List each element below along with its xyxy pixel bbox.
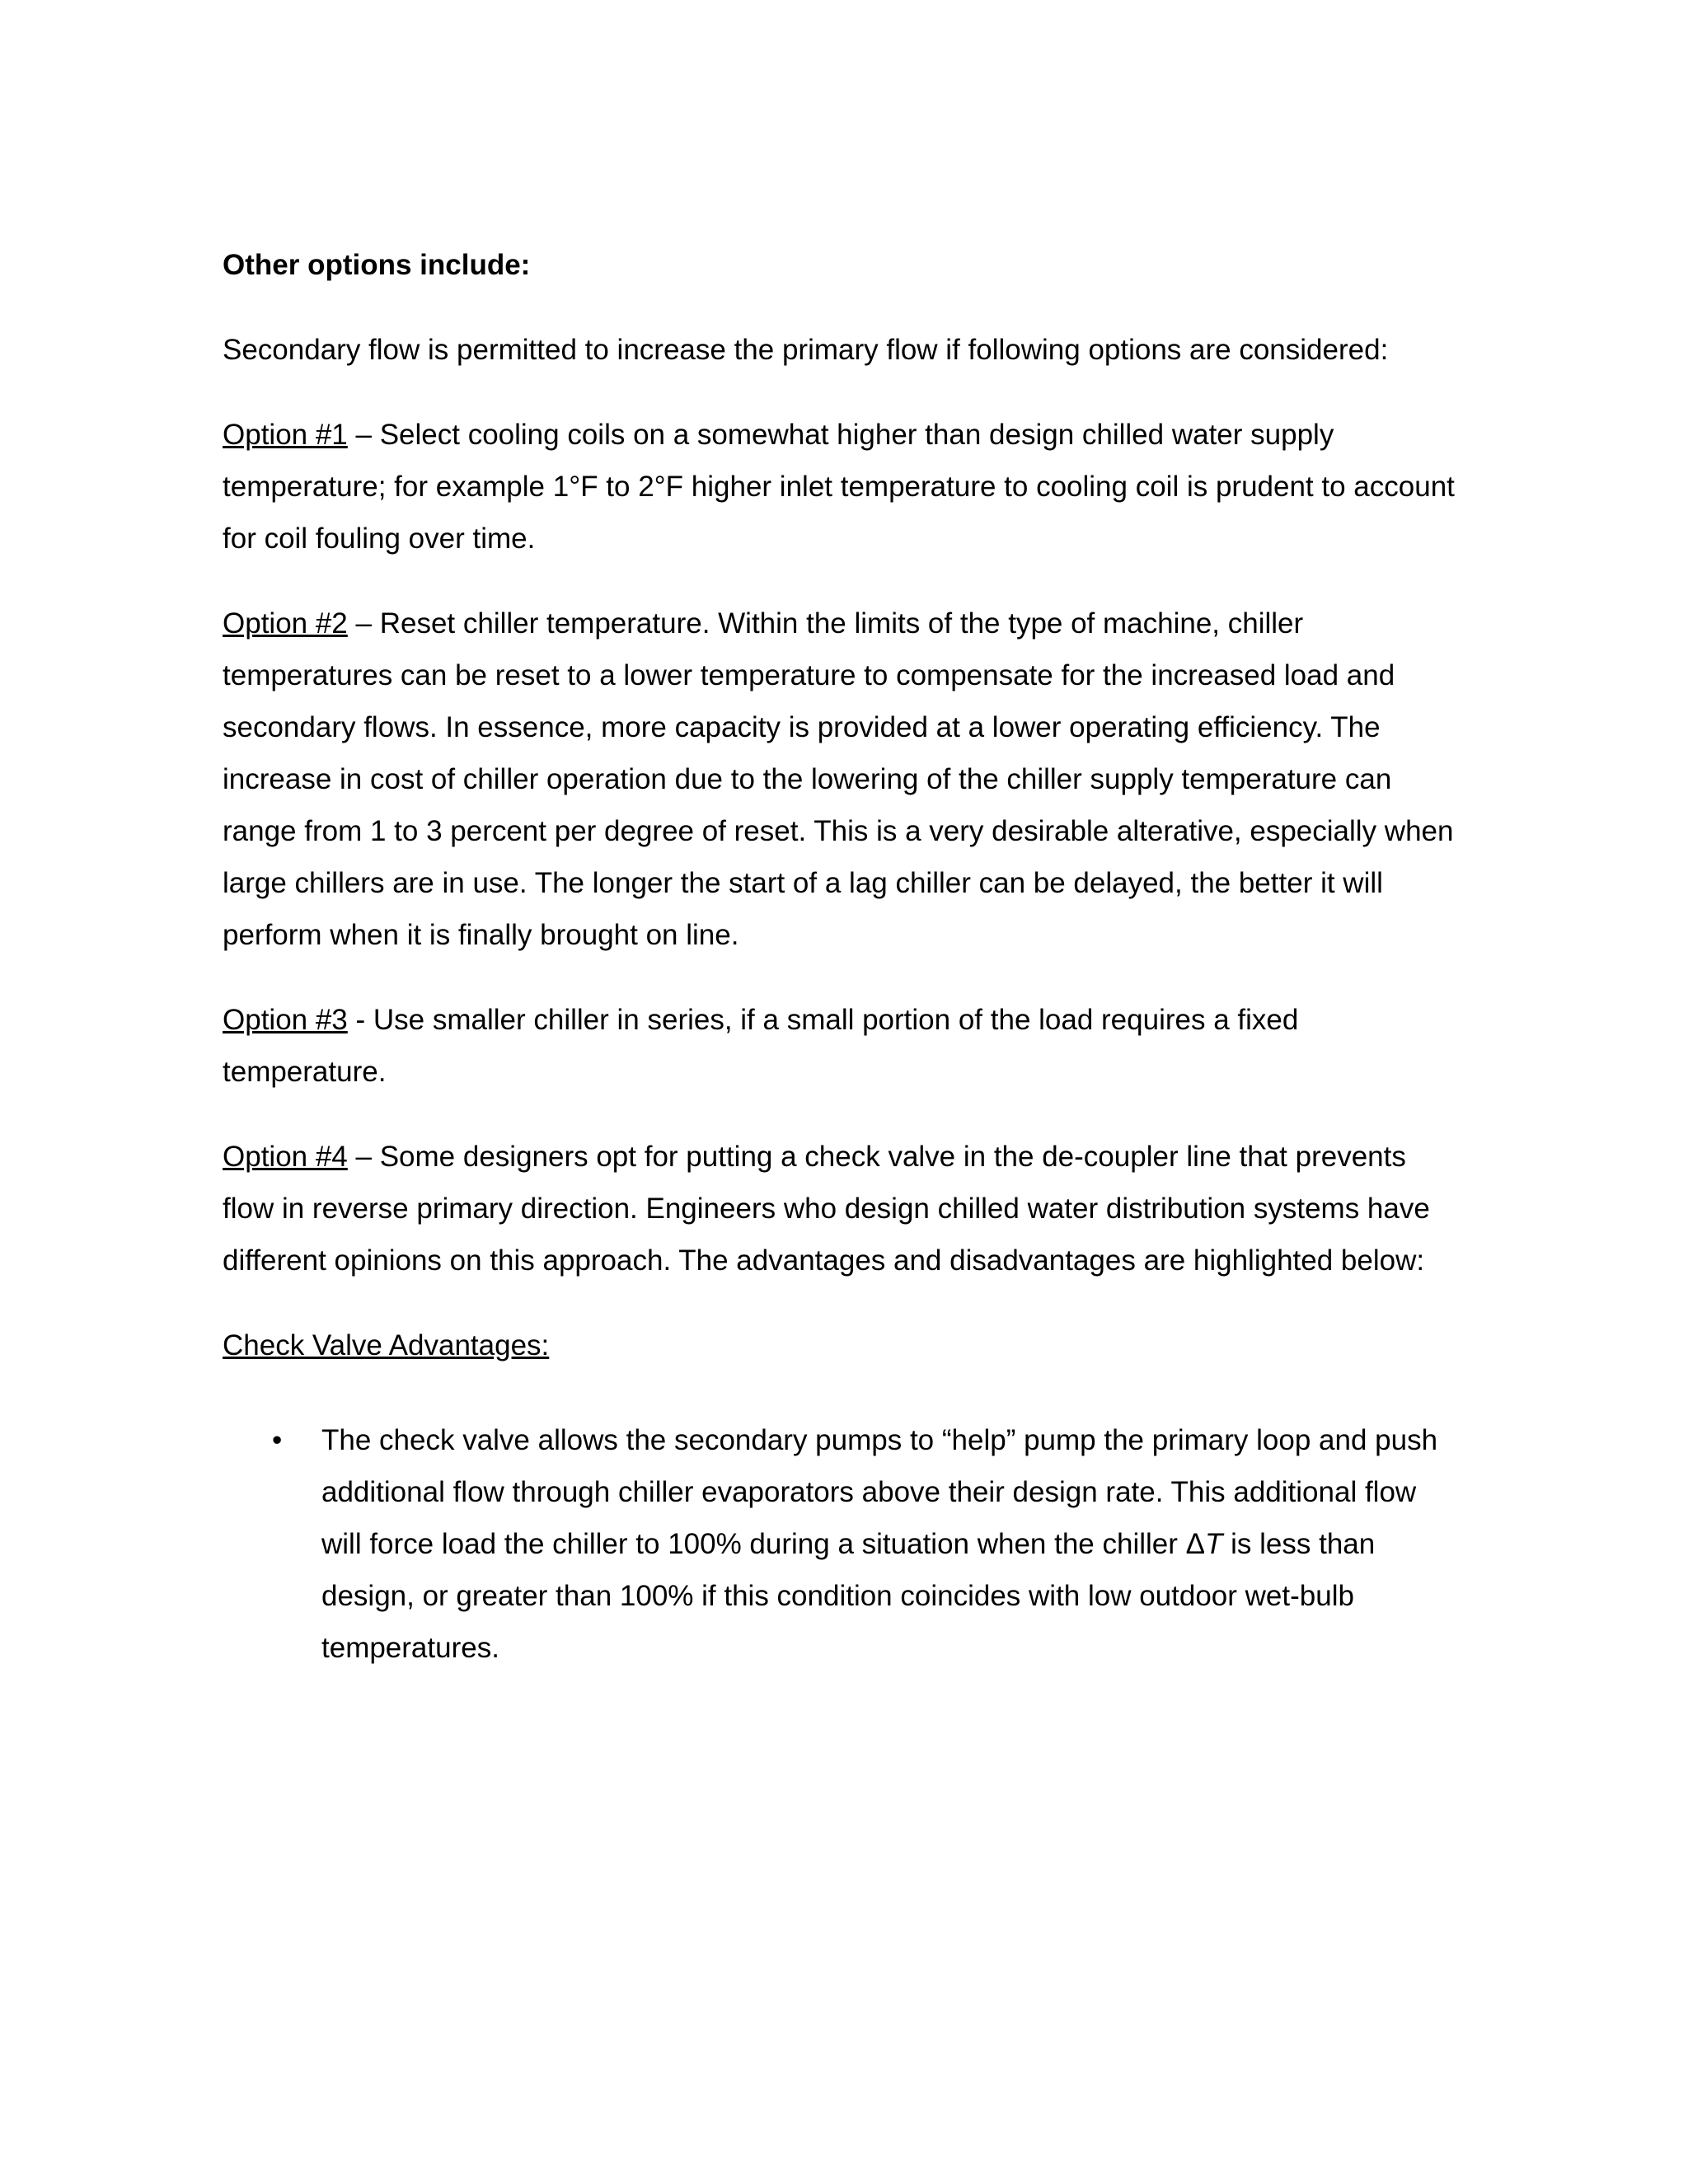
advantage-text-start: The check valve allows the secondary pumps to “help” pump the primary loop and push additional flow through chiller evaporators above their design rate. This additional flow will force load the chiller to 100% during a situation when the chiller xyxy=(321,1424,1438,1560)
option-3-label: Option #3 xyxy=(223,1004,348,1036)
temperature-variable: T xyxy=(1205,1528,1223,1560)
option-4-separator: – xyxy=(347,1141,380,1173)
option-2-label: Option #2 xyxy=(223,607,348,640)
delta-symbol: Δ xyxy=(1185,1528,1206,1560)
option-1-text: Select cooling coils on a somewhat higher than design chilled water supply temperature; for example 1°F to 2°F higher inlet temperature to cooling coil is prudent to account for coil fouling over time. xyxy=(223,419,1455,555)
option-2-separator: – xyxy=(347,607,380,640)
document-page xyxy=(223,239,1459,1674)
option-3-separator: - xyxy=(347,1004,373,1036)
section-heading: Other options include: xyxy=(223,249,531,281)
check-valve-advantages-title: Check Valve Advantages: xyxy=(223,1329,550,1361)
option-1-label: Option #1 xyxy=(223,419,348,451)
option-3-paragraph xyxy=(223,994,1459,1098)
option-1-paragraph xyxy=(223,409,1459,565)
advantages-list xyxy=(223,1414,1459,1674)
option-2-paragraph xyxy=(223,598,1459,961)
advantage-text-end: is less than design, or greater than 100% if this condition coincides with low outdoor wet-bulb temperatures. xyxy=(321,1528,1376,1664)
option-2-text: Reset chiller temperature. Within the limits of the type of machine, chiller temperatures can be reset to a lower temperature to compensate for the increased load and secondary flows. In essence, more capacity is provided at a lower operating efficiency. The increase in cost of chiller operation due to the lowering of the chiller supply temperature can range from 1 to 3 percent per degree of reset. This is a very desirable alterative, especially when large chillers are in use. The longer the start of a lag chiller can be delayed, the better it will perform when it is finally brought on line. xyxy=(223,607,1454,951)
option-3-text: Use smaller chiller in series, if a small portion of the load requires a fixed temperature. xyxy=(223,1004,1299,1088)
option-1-separator: – xyxy=(347,419,380,451)
option-4-paragraph xyxy=(223,1131,1459,1286)
option-4-label: Option #4 xyxy=(223,1141,348,1173)
list-item xyxy=(223,1414,1459,1674)
option-4-text: Some designers opt for putting a check valve in the de-coupler line that prevents flow in reverse primary direction. Engineers who design chilled water distribution systems have different opinions on this approach. The advantages and disadvantages are highlighted below: xyxy=(223,1141,1430,1277)
bullet-icon: • xyxy=(272,1424,283,1456)
intro-paragraph: Secondary flow is permitted to increase the primary flow if following options are considered: xyxy=(223,334,1389,366)
